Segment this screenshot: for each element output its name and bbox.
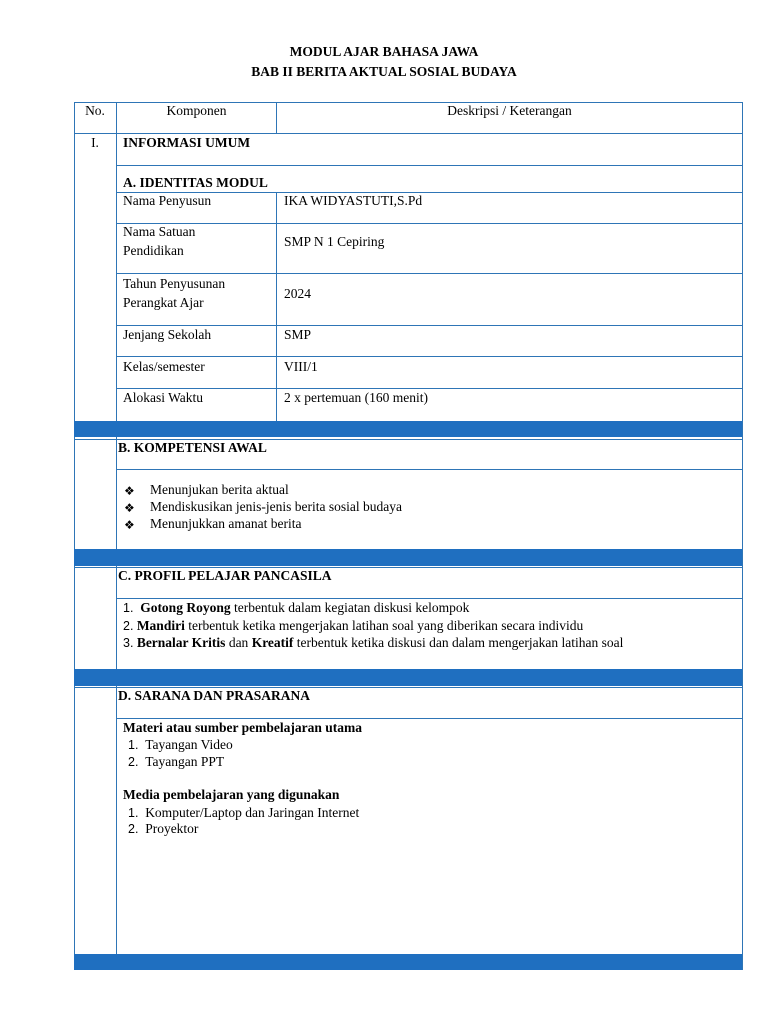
item-number: 2. [128, 822, 139, 836]
item-number: 1. [128, 806, 139, 820]
row-line-b-head [116, 469, 743, 470]
value-jenjang: SMP [284, 327, 312, 342]
separator-band-3 [74, 669, 742, 686]
value-kelas: VIII/1 [284, 359, 318, 374]
row-line-2 [116, 273, 743, 274]
list-item [123, 600, 469, 616]
item-bold: Mandiri [136, 618, 185, 633]
value-nama-satuan: SMP N 1 Cepiring [284, 234, 385, 249]
row-line-info [116, 165, 743, 166]
item-bold: Bernalar Kritis [136, 635, 226, 650]
diamond-bullet-icon: ❖ [124, 484, 135, 498]
item-number: 1. [123, 601, 134, 615]
item-text: Tayangan PPT [145, 754, 225, 769]
kompetensi-heading: B. KOMPETENSI AWAL [118, 440, 267, 455]
separator-band-4 [74, 954, 742, 970]
item-bold: Gotong Royong [140, 600, 231, 615]
doc-title-line2: BAB II BERITA AKTUAL SOSIAL BUDAYA [251, 64, 517, 79]
item-number: 1. [128, 738, 139, 752]
label-nama-satuan-1: Nama Satuan [123, 224, 196, 239]
table-border-left [74, 102, 75, 970]
column-divider-identitas [276, 192, 277, 421]
label-alokasi: Alokasi Waktu [123, 390, 204, 405]
table-border-right [742, 102, 743, 970]
list-item [128, 821, 198, 837]
label-jenjang: Jenjang Sekolah [123, 327, 212, 342]
separator-band-2 [74, 549, 742, 566]
section-title-informasi-umum: INFORMASI UMUM [123, 135, 251, 150]
identitas-heading: A. IDENTITAS MODUL [123, 175, 268, 190]
list-item [123, 618, 583, 634]
row-line-5 [116, 388, 743, 389]
profil-heading: C. PROFIL PELAJAR PANCASILA [118, 568, 332, 583]
row-line-1 [116, 223, 743, 224]
column-divider-no [116, 102, 117, 954]
row-line-c-head [116, 598, 743, 599]
list-item [123, 635, 623, 651]
label-nama-penyusun: Nama Penyusun [123, 193, 212, 208]
item-text: terbentuk dalam kegiatan diskusi kelompok [230, 600, 470, 615]
row-line-header [74, 133, 743, 134]
value-alokasi: 2 x pertemuan (160 menit) [284, 390, 428, 405]
label-nama-satuan-2: Pendidikan [123, 243, 184, 258]
diamond-bullet-icon: ❖ [124, 518, 135, 532]
item-number: 3. [123, 636, 134, 650]
item-text: terbentuk ketika mengerjakan latihan soal yang diberikan secara individu [184, 618, 584, 633]
diamond-bullet-icon: ❖ [124, 501, 135, 515]
sarana-heading: D. SARANA DAN PRASARANA [118, 688, 311, 703]
row-line-3 [116, 325, 743, 326]
list-item: Menunjukan berita aktual [150, 482, 289, 497]
materi-title: Materi atau sumber pembelajaran utama [123, 720, 362, 735]
row-line-d-head [116, 718, 743, 719]
separator-band-1 [74, 421, 742, 437]
list-item [128, 805, 359, 821]
item-bold: Kreatif [251, 635, 294, 650]
header-komponen: Komponen [166, 103, 227, 118]
item-text: Komputer/Laptop dan Jaringan Internet [145, 805, 360, 820]
item-text: Tayangan Video [145, 737, 233, 752]
item-text: dan [225, 635, 252, 650]
header-deskripsi: Deskripsi / Keterangan [447, 103, 572, 118]
doc-title-line1: MODUL AJAR BAHASA JAWA [289, 44, 479, 59]
list-item [128, 754, 224, 770]
item-number: 2. [123, 619, 134, 633]
item-number: 2. [128, 755, 139, 769]
list-item [128, 737, 233, 753]
label-kelas: Kelas/semester [123, 359, 205, 374]
list-item: Mendiskusikan jenis-jenis berita sosial budaya [150, 499, 402, 514]
item-text: Proyektor [145, 821, 199, 836]
row-line-4 [116, 356, 743, 357]
section-number: I. [91, 135, 99, 150]
value-nama-penyusun: IKA WIDYASTUTI,S.Pd [284, 193, 423, 208]
list-item: Menunjukkan amanat berita [150, 516, 302, 531]
header-no: No. [85, 103, 105, 118]
item-text: terbentuk ketika diskusi dan dalam mengerjakan latihan soal [293, 635, 624, 650]
label-tahun-2: Perangkat Ajar [123, 295, 204, 310]
label-tahun-1: Tahun Penyusunan [123, 276, 226, 291]
value-tahun: 2024 [284, 286, 311, 301]
media-title: Media pembelajaran yang digunakan [123, 787, 340, 802]
